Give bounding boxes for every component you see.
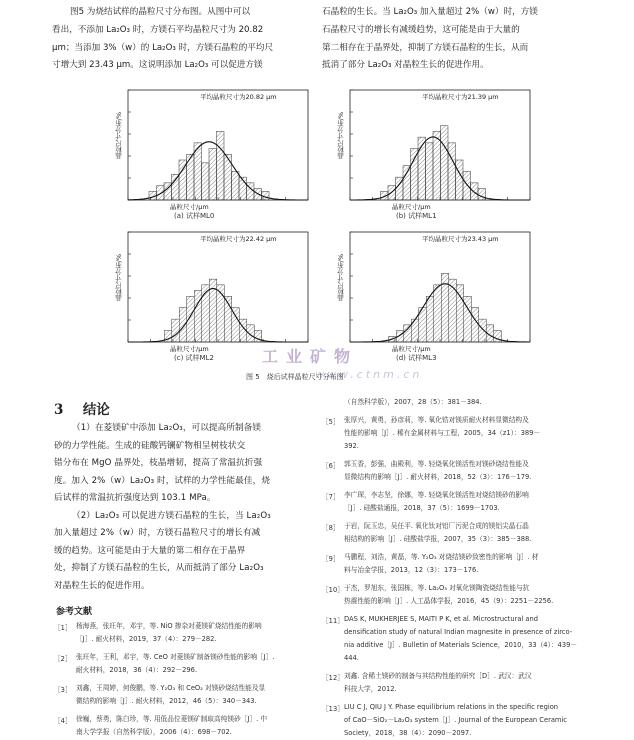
average-grain-size-label: 平均晶粒尺寸为21.39 μm (422, 93, 499, 101)
x-axis-label: 晶粒尺寸/μm (170, 203, 209, 211)
subfigure-caption: (a) 试样ML0 (174, 212, 215, 220)
top-paragraph-right (322, 4, 538, 75)
text-line: 加入量超过 2%（w）时，方镁石晶粒尺寸的增长有减 (54, 528, 261, 538)
histogram-bar (434, 285, 442, 342)
reference-text-line: 刘鑫. 含稀土镁砂的制备与其结构性能的研究［D］. 武汉：武汉 (344, 672, 532, 680)
histogram-bar (404, 325, 412, 342)
reference-number: ［3］ (54, 686, 72, 694)
histogram-bar (441, 126, 449, 200)
histogram-bar (187, 296, 195, 342)
reference-number: ［9］ (322, 555, 340, 563)
histogram-bar (411, 149, 419, 200)
top-paragraph-left (52, 4, 273, 75)
subfigure-caption: (c) 试样ML2 (174, 354, 214, 362)
reference-text-line: 热震性能的影响［J］. 人工晶体学报，2016，45（9）：2251－2256. (344, 597, 554, 605)
reference-number: ［13］ (322, 705, 344, 713)
histogram-bar (479, 319, 487, 342)
figure-panel-a (108, 84, 313, 224)
reference-text-line: 耐火材料，2018，36（4）：292－296. (76, 666, 197, 674)
text-line: 处，抑制了方镁石晶粒的生长，从而抵消了部分 La₂O₃ (54, 563, 264, 573)
reference-text-line: ［J］. 耐火材料，2019，37（4）：279－282. (76, 635, 217, 643)
reference-text-line: 科技大学，2012. (344, 685, 397, 693)
reference-text-line: 微结构的影响［J］. 耐火材料，2012，46（5）：340－343. (76, 697, 257, 705)
reference-text-line: 料与冶金学报，2013，12（3）：173－176. (344, 566, 479, 574)
text-line: 错分布在 MgO 晶界处，枝晶增韧，提高了常温抗折强 (54, 458, 263, 468)
reference-text-line: 郭玉香，彭强，曲殿利，等. 轻烧氧化镁活性对镁砂烧结性能及 (344, 460, 529, 468)
reference-text-line: 444. (344, 654, 359, 662)
histogram-bar (471, 183, 479, 200)
text-line: （1）在菱镁矿中添加 La₂O₃，可以提高所制备镁 (72, 423, 262, 433)
reference-text-line: （自然科学版），2007，28（5）：381－384. (344, 398, 482, 406)
text-line: 后试样的常温抗折强度达到 103.1 MPa。 (54, 493, 216, 503)
references-heading: 参考文献 (56, 607, 93, 617)
text-line: 寸增大到 23.43 μm。这说明添加 La₂O₃ 可以促进方镁 (52, 60, 263, 71)
histogram-bar (448, 143, 456, 200)
reference-text-line: 显微结构的影响［J］. 耐火材料，2018，52（3）：176－179. (344, 473, 532, 481)
figure-caption: 图 5 烧后试样晶粒尺寸分布图 (246, 373, 344, 381)
histogram-bar (172, 174, 180, 200)
reference-number: ［7］ (322, 493, 340, 501)
y-axis-label: 晶粒尺寸分布/% (337, 254, 345, 302)
reference-text-line: 南大学学报（自然科学版），2006（4）：698－702. (76, 728, 232, 736)
histogram-bar (247, 325, 255, 342)
reference-number: ［1］ (54, 624, 72, 632)
subfigure-caption: (b) 试样ML1 (396, 212, 437, 220)
reference-text-line: 徐巍，蔡勇，陈白珍，等. 用低品位菱镁矿制取高纯镁砂［J］. 中 (76, 715, 268, 723)
text-line: 第二相存在于晶界处，抑制了方镁石晶粒的生长，从而 (322, 42, 529, 53)
reference-text-line: 性能的影响［J］. 稀有金属材料与工程，2005，34（z1）：389－ (344, 429, 541, 437)
histogram-bar (471, 308, 479, 342)
section-title: 结论 (82, 402, 110, 418)
histogram-bar (209, 149, 217, 200)
subfigure-caption: (d) 试样ML3 (396, 354, 437, 362)
histogram-bar (217, 131, 225, 200)
reference-number: ［10］ (322, 586, 344, 594)
x-axis-label: 晶粒尺寸/μm (170, 345, 209, 353)
reference-text-line: 于岩，阮玉忠，吴任平. 氧化钛对铝厂污泥合成的镁铝尖晶石晶 (344, 522, 529, 530)
histogram-bar (232, 171, 240, 200)
text-line: 石晶粒尺寸的增长有减缓趋势，这可能是由于大量的 (322, 24, 520, 35)
reference-text-line: 马鹏程，刘浩，黄磊，等. Y₂O₃ 对烧结镁砂致密性的影响［J］. 材 (344, 553, 539, 561)
reference-number: ［2］ (54, 655, 72, 663)
histogram-bar (426, 143, 434, 200)
text-line: 图5 为烧结试样的晶粒尺寸分布图。从图中可以 (70, 7, 251, 17)
watermark-logo-text: 工业矿物 (262, 347, 359, 366)
reference-text-line: 于杰，罗旭东，张国栋，等. La₂O₃ 对氧化镁陶瓷烧结性能与抗 (344, 584, 530, 592)
reference-text-line: densification study of natural Indian magnesite in presence of zirco- (344, 628, 573, 636)
histogram-bar (426, 296, 434, 342)
reference-text-line: ［J］. 硅酸盐通报，2018，37（5）：1699－1703. (344, 504, 500, 512)
text-line: （2）La₂O₃ 可以促进方镁石晶粒的生长，当 La₂O₃ (72, 510, 271, 521)
reference-text-line: 392. (344, 442, 359, 450)
reference-text-line: DAS K, MUKHERJEE S, MAITI P K, et al. Microstructural and (344, 615, 539, 623)
histogram-bar (172, 319, 180, 342)
reference-number: ［5］ (322, 418, 340, 426)
x-axis-label: 晶粒尺寸/μm (392, 203, 431, 211)
histogram-bar (179, 308, 187, 342)
y-axis-label: 晶粒尺寸分布/% (337, 112, 345, 160)
figure-panel-d (330, 226, 535, 366)
text-line: 抵消了部分 La₂O₃ 对晶粒生长的促进作用。 (322, 60, 489, 71)
histogram-chart (108, 84, 313, 224)
reference-number: ［12］ (322, 674, 344, 682)
section-number: 3 (54, 402, 64, 418)
text-line: 砂的力学性能。生成的硅酸钙镧矿物相呈树枝状交 (54, 440, 246, 451)
reference-number: ［11］ (322, 617, 344, 625)
figure-panel-b (330, 84, 535, 224)
reference-text-line: of CaO－SiO₂－La₂O₃ system［J］. Journal of the European Ceramic (344, 716, 567, 724)
reference-text-line: 张玨年，王利，邓宇，等. CeO 对菱镁矿制备镁砂性能的影响［J］. (76, 653, 275, 661)
reference-text-line: Society，2018，38（4）：2090－2097. (344, 729, 472, 737)
reference-text-line: 杨海燕，张玨年，邓宇，等. NiO 掺杂对菱镁矿烧结性能的影响 (76, 622, 262, 630)
reference-text-line: LIU C J, QIU J Y. Phase equilibrium relations in the specific region (344, 703, 559, 711)
histogram-bar (202, 163, 210, 200)
reference-text-line: 刘鑫，王周婷，何俊鹏，等. Y₂O₃ 和 CeO₂ 对镁砂烧结性能及显 (76, 684, 266, 692)
reference-text-line: 相结构的影响［J］. 硅酸盐学报，2007，35（3）：385－388. (344, 535, 532, 543)
average-grain-size-label: 平均晶粒尺寸为22.42 μm (200, 235, 277, 243)
histogram-chart (330, 84, 535, 224)
histogram-bar (463, 171, 471, 200)
histogram-bar (232, 308, 240, 342)
y-axis-label: 晶粒尺寸分布/% (115, 254, 123, 302)
histogram-bar (456, 285, 464, 342)
text-line: 度。加入 2%（w）La₂O₃ 时，试样的力学性能最佳，烧 (54, 475, 271, 486)
reference-text-line: nia additive［J］. Bulletin of Materials Science，2010，33（4）：439－ (344, 641, 578, 649)
reference-text-line: 张厚兴，黄勇，孙彦莉，等. 氧化锆对镁质耐火材料显微结构及 (344, 416, 529, 424)
text-line: 对晶粒生长的促进作用。 (54, 580, 150, 591)
average-grain-size-label: 平均晶粒尺寸为23.43 μm (422, 235, 499, 243)
text-line: μm；当添加 3%（w）的 La₂O₃ 时，方镁石晶粒的平均尺 (52, 42, 274, 53)
average-grain-size-label: 平均晶粒尺寸为20.82 μm (200, 93, 277, 101)
histogram-bar (478, 189, 486, 200)
reference-text-line: 李广琛，李志坚，徐娜，等. 轻烧氧化镁活性对烧结镁砂的影响 (344, 491, 529, 499)
text-line: 看出，不添加 La₂O₃ 时，方镁石平均晶粒尺寸为 20.82 (52, 24, 264, 35)
reference-number: ［4］ (54, 717, 72, 725)
histogram-chart (330, 226, 535, 366)
histogram-bar (449, 279, 457, 342)
text-line: 缓的趋势。这可能是由于大量的第二相存在于晶界 (54, 545, 246, 556)
y-axis-label: 晶粒尺寸分布/% (115, 112, 123, 160)
histogram-bar (433, 131, 441, 200)
histogram-bar (157, 186, 165, 200)
histogram-bar (403, 166, 411, 200)
reference-number: ［8］ (322, 524, 340, 532)
reference-number: ［6］ (322, 462, 340, 470)
histogram-bar (456, 160, 464, 200)
watermark-url: www.ctnm.cn (315, 368, 423, 381)
x-axis-label: 晶粒尺寸/μm (392, 345, 431, 353)
conclusion-paragraphs (54, 420, 271, 595)
text-line: 石晶粒的生长。当 La₂O₃ 加入量超过 2%（w）时，方镁 (322, 7, 538, 17)
section-heading (54, 398, 110, 418)
